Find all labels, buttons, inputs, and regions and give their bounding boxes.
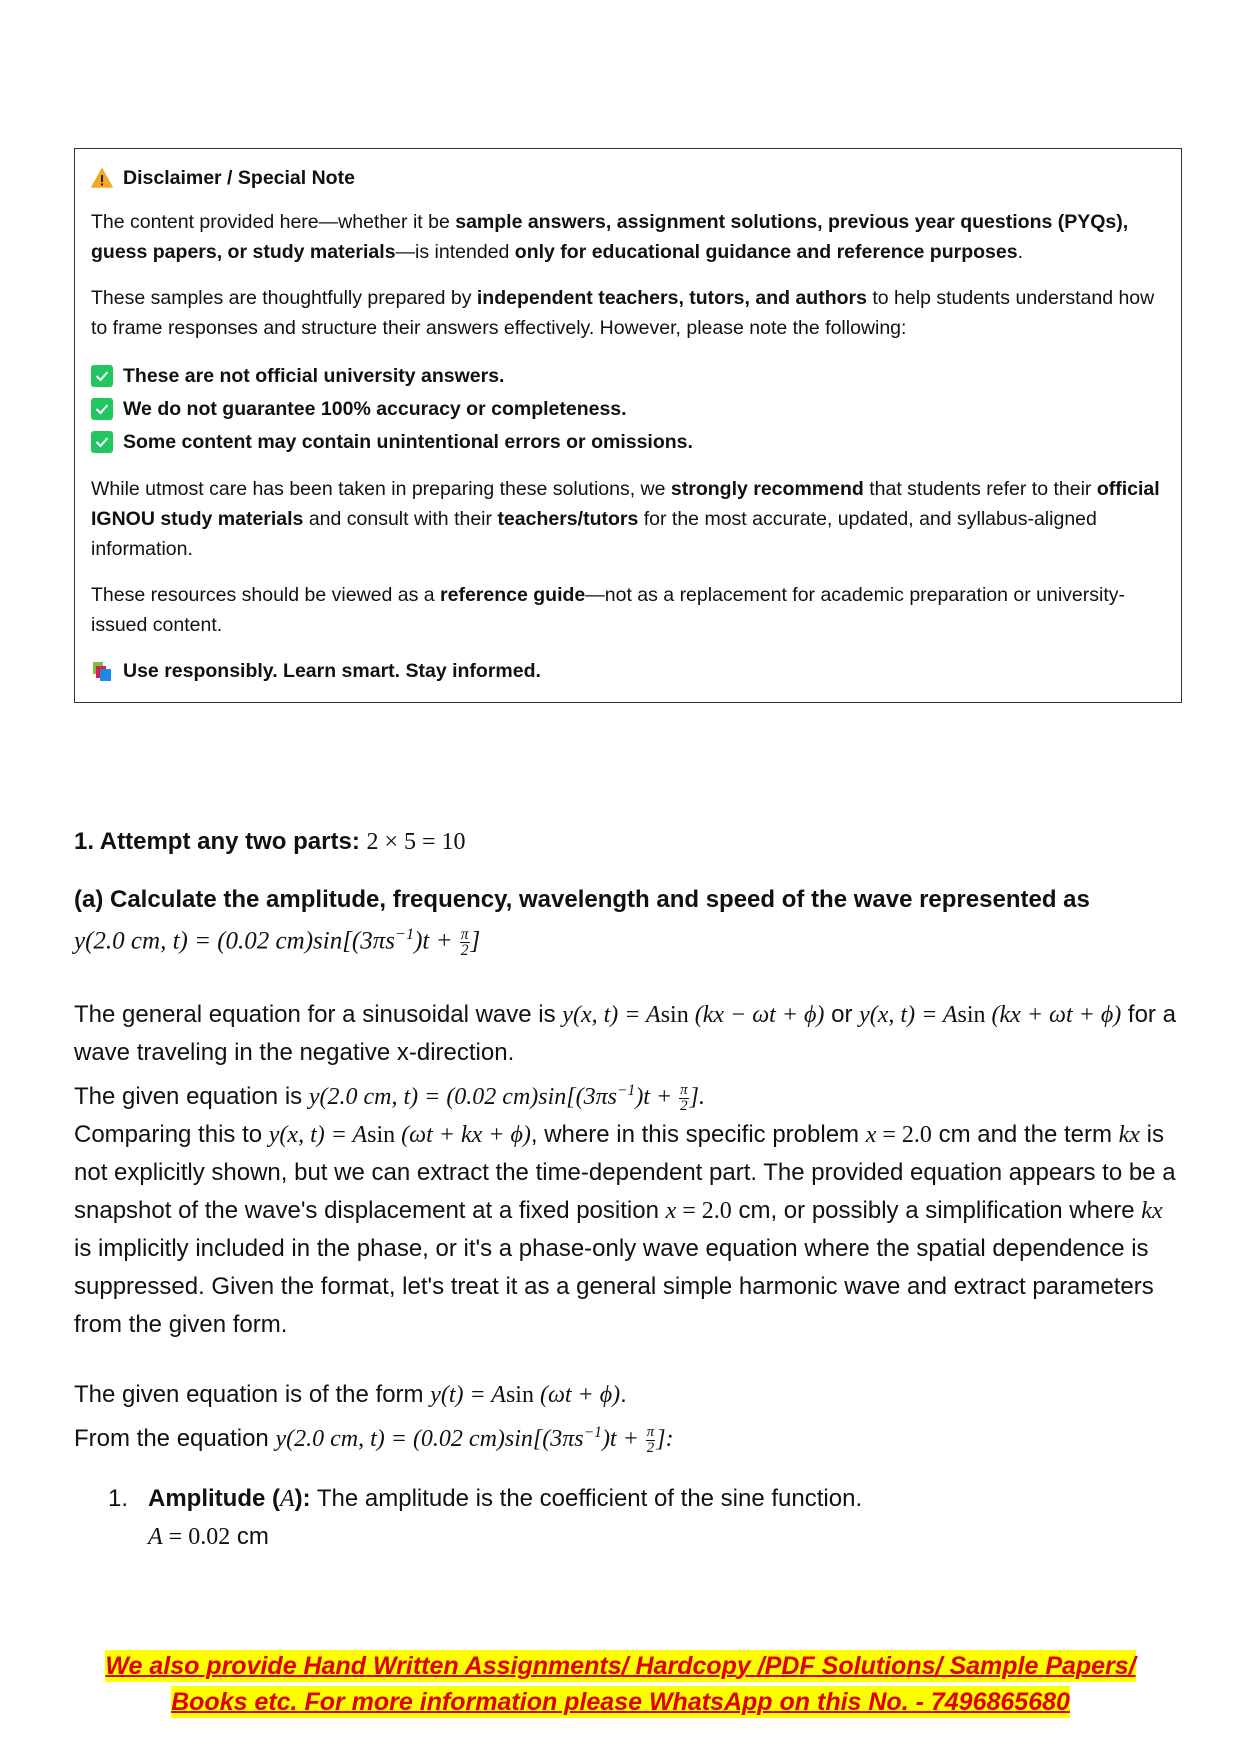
answer-paragraph-comparison: Comparing this to y(x, t) = Asin (ωt + kx + ϕ), where in this specific problem x = 2.0 cm and the term kx is not explicitly shown, but we can extract the time-dependent part. The provided equation appears to be a snapshot of the wave's displacement at a fixed position x = 2.0 cm, or possibly a simplification where kx is implicitly included in the phase, or it's a phase-only wave equation where the spatial dependence is suppressed. Given the format, let's treat it as a general simple harmonic wave and extract parameters from the given form. xyxy=(74,1121,1176,1338)
books-icon xyxy=(91,660,113,682)
answer-paragraph-form: The given equation is of the form y(t) = Asin (ωt + ϕ). xyxy=(74,1381,627,1408)
checklist-item: Some content may contain unintentional errors or omissions. xyxy=(91,425,1165,458)
list-item-amplitude: 1. Amplitude (A): The amplitude is the coefficient of the sine function. xyxy=(108,1485,863,1512)
question-heading: 1. Attempt any two parts: 2 × 5 = 10 xyxy=(74,828,466,855)
answer-numbered-list xyxy=(108,1480,862,1556)
answer-block-2 xyxy=(74,1376,1184,1458)
promo-line-1: We also provide Hand Written Assignments/ Hardcopy /PDF Solutions/ Sample Papers/ xyxy=(105,1652,1136,1680)
checklist-item: These are not official university answers. xyxy=(91,359,1165,392)
disclaimer-paragraph-4: These resources should be viewed as a reference guide—not as a replacement for academic preparation or university-issued content. xyxy=(91,584,1126,636)
part-a-heading: (a) Calculate the amplitude, frequency, wavelength and speed of the wave represented as xyxy=(74,886,1090,913)
disclaimer-footer: Use responsibly. Learn smart. Stay informed. xyxy=(91,656,1165,686)
checklist-item: We do not guarantee 100% accuracy or completeness. xyxy=(91,392,1165,425)
answer-paragraph-given-equation: The given equation is y(2.0 cm, t) = (0.02 $cm)\sin[(3\pi s^{-1})t$ + $\frac{\pi}{2}$ ]. xyxy=(74,1082,705,1114)
part-a-equation: y(2.0 cm, t) = (0.02 $cm)\sin[(3\pi s^{-1})t$ + $\frac{\pi}{2}$ ] xyxy=(74,925,481,960)
disclaimer-paragraph-1: The content provided here—whether it be sample answers, assignment solutions, previous year questions (PYQs), guess papers, or study materials—is intended only for educational guidance and reference purposes. xyxy=(91,211,1129,263)
check-box-icon xyxy=(91,365,113,387)
disclaimer-paragraph-3: While utmost care has been taken in preparing these solutions, we strongly recommend that students refer to their official IGNOU study materials and consult with their teachers/tutors for the most accurate, updated, and syllabus-aligned information. xyxy=(91,478,1160,560)
marks-expression: 2 × 5 = 10 xyxy=(366,829,466,855)
check-box-icon xyxy=(91,431,113,453)
warning-icon xyxy=(91,168,113,188)
answer-paragraph-from-equation: From the equation y(2.0 cm, t) = (0.02 $cm)\sin[(3\pi s^{-1})t$ + $\frac{\pi}{2}$ ]: xyxy=(74,1424,674,1456)
disclaimer-checklist xyxy=(91,359,1165,458)
answer-block-1 xyxy=(74,996,1184,1344)
disclaimer-title: Disclaimer / Special Note xyxy=(91,163,1165,193)
disclaimer-paragraph-2: These samples are thoughtfully prepared by independent teachers, tutors, and authors to help students understand how to frame responses and structure their answers effectively. However, please note the following: xyxy=(91,287,1155,339)
answer-paragraph-general-equation: The general equation for a sinusoidal wave is y(x, t) = Asin (kx − ωt + ϕ) or y(x, t) = Asin (kx + ωt + ϕ) for a wave traveling in the negative x-direction. xyxy=(74,1001,1176,1066)
amplitude-result: A = 0.02 cm xyxy=(148,1523,269,1550)
check-box-icon xyxy=(91,398,113,420)
promo-line-2: Books etc. For more information please WhatsApp on this No. - 7496865680 xyxy=(171,1688,1070,1716)
disclaimer-box xyxy=(74,148,1182,703)
promo-banner xyxy=(0,1648,1241,1720)
